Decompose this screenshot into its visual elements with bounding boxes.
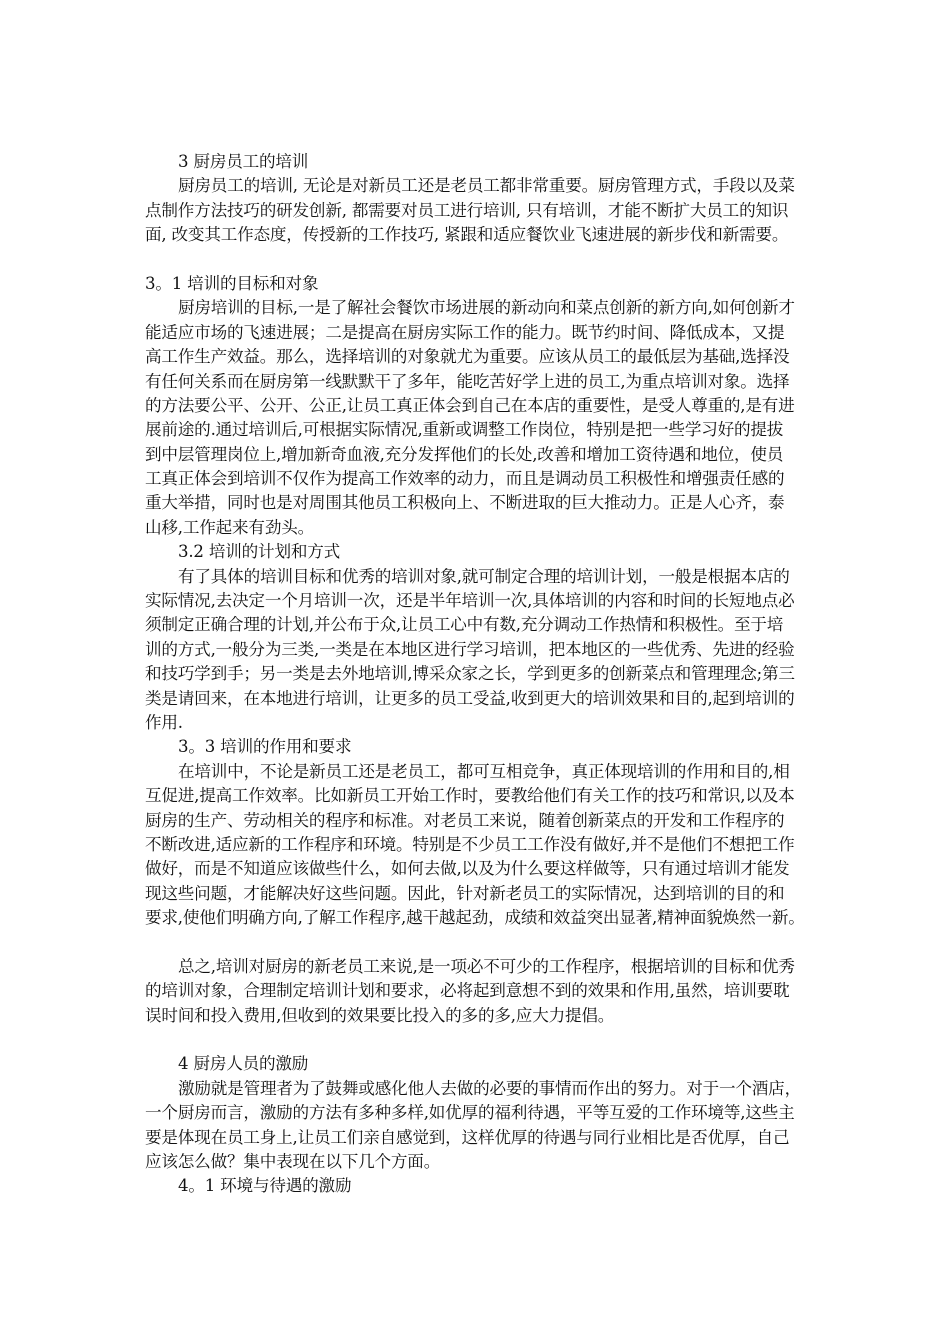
- paragraph-line: 重大举措，同时也是对周围其他员工积极向上、不断进取的巨大推动力。正是人心齐，泰: [145, 493, 785, 513]
- paragraph-line: 点制作方法技巧的研发创新, 都需要对员工进行培训, 只有培训，才能不断扩大员工的知识: [145, 200, 789, 220]
- paragraph-line: 要是体现在员工身上,让员工们亲自感觉到，这样优厚的待遇与同行业相比是否优厚，自己: [145, 1127, 790, 1147]
- paragraph-line: 要求,使他们明确方向,了解工作程序,越干越起劲，成绩和效益突出显著,精神面貌焕然一新。: [145, 908, 805, 928]
- paragraph-line: 在培训中，不论是新员工还是老员工，都可互相竞争，真正体现培训的作用和目的,相: [178, 761, 790, 781]
- paragraph-line: 的培训对象，合理制定培训计划和要求，必将起到意想不到的效果和作用,虽然，培训要耽: [145, 981, 790, 1001]
- paragraph-line: 到中层管理岗位上,增加新奇血液,充分发挥他们的长处,改善和增加工资待遇和地位，使员: [145, 444, 784, 464]
- section-heading-3-2: 3.2 培训的计划和方式: [178, 542, 341, 562]
- paragraph-line: 训的方式,一般分为三类,一类是在本地区进行学习培训，把本地区的一些优秀、先进的经验: [145, 639, 795, 659]
- paragraph-line: 做好，而是不知道应该做些什么，如何去做,以及为什么要这样做等，只有通过培训才能发: [145, 859, 790, 879]
- paragraph-line: 高工作生产效益。那么，选择培训的对象就尤为重要。应该从员工的最低层为基础,选择没: [145, 347, 790, 367]
- paragraph-line: 厨房的生产、劳动相关的程序和标准。对老员工来说，随着创新菜点的开发和工作程序的: [145, 810, 785, 830]
- paragraph-line: 山移,工作起来有劲头。: [145, 517, 315, 537]
- paragraph-line: 面, 改变其工作态度，传授新的工作技巧, 紧跟和适应餐饮业飞速进展的新步伐和新需要。: [145, 225, 789, 245]
- paragraph-line: 应该怎么做？集中表现在以下几个方面。: [145, 1152, 441, 1172]
- blank-line: [145, 931, 815, 955]
- paragraph-line: 总之,培训对厨房的新老员工来说,是一项必不可少的工作程序，根据培训的目标和优秀: [178, 956, 795, 976]
- section-heading-3-3: 3。3 培训的作用和要求: [178, 737, 352, 757]
- section-heading-4-1: 4。1 环境与待遇的激励: [178, 1176, 352, 1196]
- paragraph-line: 实际情况,去决定一个月培训一次，还是半年培训一次,具体培训的内容和时间的长短地点必: [145, 591, 795, 611]
- paragraph-line: 厨房培训的目标,一是了解社会餐饮市场进展的新动向和菜点创新的新方向,如何创新才: [178, 298, 795, 318]
- section-heading-3-1: 3。1 培训的目标和对象: [145, 273, 319, 293]
- blank-line: [145, 1028, 815, 1052]
- paragraph-line: 一个厨房而言，激励的方法有多种多样,如优厚的福利待遇，平等互爱的工作环境等,这些主: [145, 1103, 795, 1123]
- paragraph-line: 不断改进,适应新的工作程序和环境。特别是不少员工工作没有做好,并不是他们不想把工作: [145, 834, 795, 854]
- paragraph-line: 激励就是管理者为了鼓舞或感化他人去做的必要的事情而作出的努力。对于一个酒店，: [178, 1078, 801, 1098]
- paragraph-line: 有了具体的培训目标和优秀的培训对象,就可制定合理的培训计划，一般是根据本店的: [178, 566, 790, 586]
- document-body: [145, 150, 815, 1199]
- paragraph-line: 互促进,提高工作效率。比如新员工开始工作时，要教给他们有关工作的技巧和常识,以及本: [145, 786, 795, 806]
- paragraph-line: 类是请回来，在本地进行培训，让更多的员工受益,收到更大的培训效果和目的,起到培训的: [145, 688, 795, 708]
- paragraph-line: 的方法要公平、公开、公正,让员工真正体会到自己在本店的重要性，是受人尊重的,是有进: [145, 395, 795, 415]
- paragraph-line: 展前途的.通过培训后,可根据实际情况,重新或调整工作岗位，特别是把一些学习好的提拔: [145, 420, 784, 440]
- paragraph-line: 能适应市场的飞速进展；二是提高在厨房实际工作的能力。既节约时间、降低成本，又提: [145, 322, 785, 342]
- blank-line: [145, 248, 815, 272]
- paragraph-line: 现这些问题，才能解决好这些问题。因此，针对新老员工的实际情况，达到培训的目的和: [145, 883, 785, 903]
- paragraph-line: 厨房员工的培训, 无论是对新员工还是老员工都非常重要。厨房管理方式，手段以及菜: [178, 176, 795, 196]
- paragraph-line: 作用.: [145, 712, 183, 732]
- paragraph-line: 误时间和投入费用,但收到的效果要比投入的多的多,应大力提倡。: [145, 1005, 615, 1025]
- paragraph-line: 须制定正确合理的计划,并公布于众,让员工心中有数,充分调动工作热情和积极性。至于培: [145, 615, 784, 635]
- section-heading-3: 3 厨房员工的培训: [178, 152, 309, 171]
- section-heading-4: 4 厨房人员的激励: [178, 1054, 309, 1074]
- paragraph-line: 和技巧学到手；另一类是去外地培训,博采众家之长，学到更多的创新菜点和管理理念;第三: [145, 664, 795, 684]
- paragraph-line: 有任何关系而在厨房第一线默默干了多年，能吃苦好学上进的员工,为重点培训对象。选择: [145, 371, 790, 391]
- paragraph-line: 工真正体会到培训不仅作为提高工作效率的动力，而且是调动员工积极性和增强责任感的: [145, 469, 785, 489]
